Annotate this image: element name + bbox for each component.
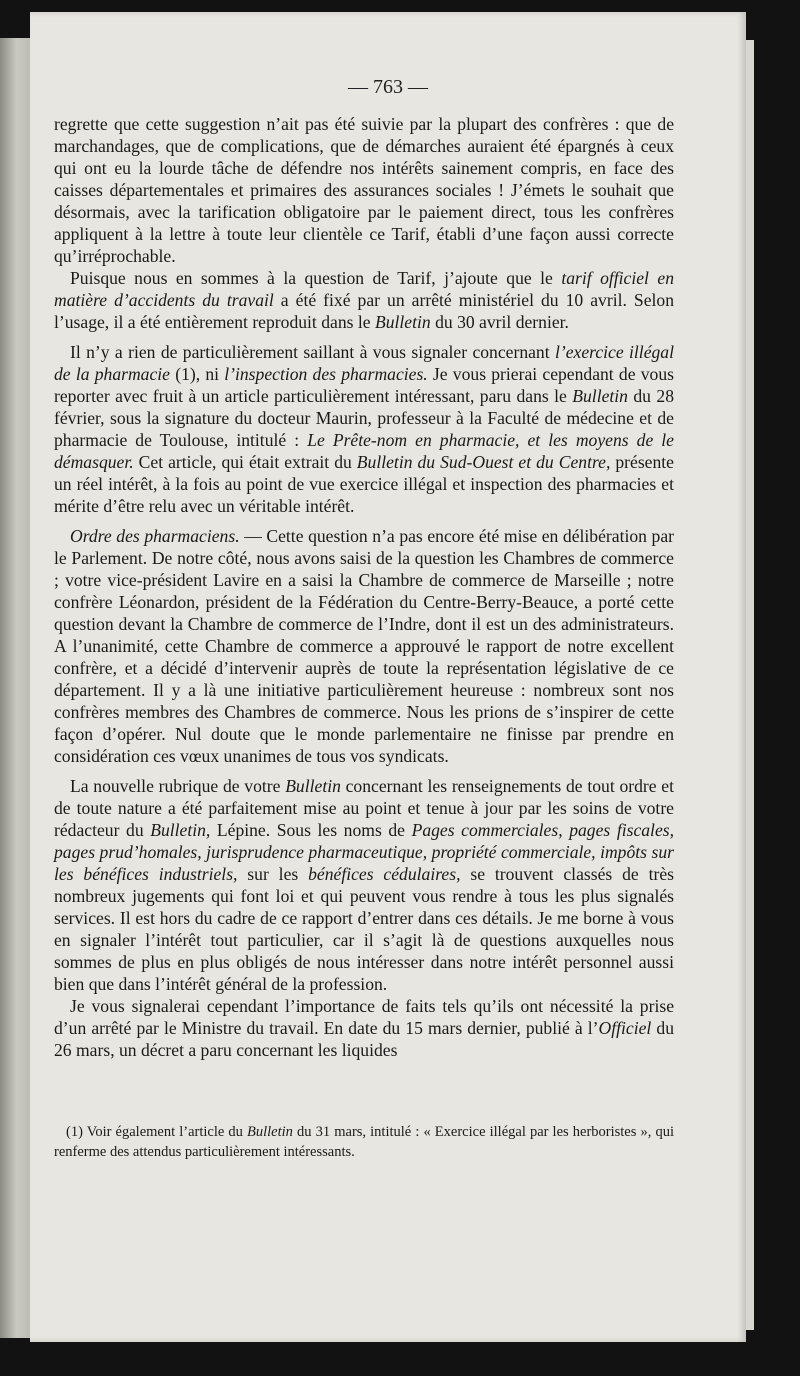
italic-run: Bulletin <box>285 776 341 796</box>
footnotes <box>54 1122 674 1162</box>
text-run: sur les <box>237 864 309 884</box>
text-run: du 30 avril dernier. <box>430 312 569 332</box>
paragraph-nouvelle-rubrique <box>54 775 674 995</box>
italic-run: l’exercice illégal de la pharmacie <box>54 342 674 384</box>
text-run: La nouvelle rubrique de votre <box>70 776 286 796</box>
paragraph-arrete-ministre <box>54 995 674 1061</box>
text-run: Cet article, qui était extrait du <box>133 452 357 472</box>
italic-run: Bulletin <box>374 312 431 332</box>
paragraph-tarif-suggestion: regrette que cette suggestion n’ait pas été suivie par la plupart des confrères : que de marchandages, que de complications, que de démarches auraient été épargnés à ceux qui ont eu la lourde tâche de défendre nos intérêts sainement compris, en face des caisses départementales et primaires des assurances sociales ! J’émets le souhait que désormais, avec la tarification obligatoire par le paiement direct, tous les confrères appliquent à la lettre à toute leur clientèle ce Tarif, établi d’une façon aussi correcte qu’irréprochable. <box>54 114 674 266</box>
text-run: (1) Voir également l’article du <box>66 1124 248 1140</box>
italic-run: Pages commerciales, pages fiscales, pages prud’homales, jurisprudence pharmaceutique, propriété commerciale, impôts sur les bénéfices industriels, <box>54 820 675 884</box>
italic-run: Bulletin <box>572 386 628 406</box>
text-run: Je vous signalerai cependant l’importance de faits tels qu’ils ont nécessité la prise d’un arrêté par le Ministre du travail. En date du 15 mars dernier, publié à l’ <box>54 996 674 1038</box>
italic-run: bénéfices cédulaires, <box>308 864 461 884</box>
text-run: Lépine. Sous les noms de <box>210 820 412 840</box>
italic-run: Bulletin, <box>150 820 211 840</box>
text-run: Puisque nous en sommes à la question de Tarif, j’ajoute que le <box>70 268 562 288</box>
text-run: Il n’y a rien de particulièrement saillant à vous signaler concernant <box>70 342 555 362</box>
text-run: du 31 mars, intitulé : « Exercice illégal par les herboristes », qui renferme des attendus particulièrement intéressants. <box>54 1124 674 1160</box>
italic-run: tarif officiel en matière d’accidents du travail <box>54 268 674 310</box>
text-run: se trouvent classés de très nombreux jugements qui font loi et qui peuvent vous rendre à tous les plus signalés services. Il est hors du cadre de ce rapport d’entrer dans ces détails. Je me borne à vous en signaler l’intérêt tout particulier, car il s’agit là de questions auxquelles nous sommes de plus en plus obligés de nous intéresser dans notre intérêt personnel aussi bien que dans l’intérêt général de la profession. <box>54 864 674 994</box>
paragraph-exercice-illegal <box>54 341 674 517</box>
text-run: présente un réel intérêt, à la fois au point de vue exercice illégal et inspection des pharmacies et mérite d’être relu avec un véritable intérêt. <box>54 452 674 516</box>
page-right-edge <box>746 40 754 1330</box>
paragraph-ordre-pharmaciens <box>54 525 674 767</box>
document-page <box>30 12 746 1342</box>
italic-run: Officiel <box>598 1018 652 1038</box>
text-run: du 26 mars, un décret a paru concernant les liquides <box>54 1018 674 1060</box>
italic-run: Bulletin du Sud-Ouest et du Centre, <box>356 452 611 472</box>
paragraph-accidents-tarif <box>54 267 674 333</box>
italic-run: Bulletin <box>247 1124 293 1140</box>
text-run: concernant les renseignements de tout ordre et de toute nature a été parfaitement mise au point et tenue à jour par les soins de votre rédacteur du <box>54 776 674 840</box>
italic-run: l’inspection des pharmacies. <box>224 364 428 384</box>
text-run: Je vous prierai cependant de vous reporter avec fruit à un article particulièrement intéressant, paru dans le <box>54 364 674 406</box>
italic-run: Le Prête-nom en pharmacie, et les moyens de le démasquer. <box>54 430 674 472</box>
facing-page-edge <box>0 38 32 1338</box>
body-text <box>54 113 674 1061</box>
text-run: a été fixé par un arrêté ministériel du 10 avril. Selon l’usage, il a été entièrement reproduit dans le <box>54 290 674 332</box>
italic-run: Ordre des pharmaciens. <box>70 526 240 546</box>
text-run: (1), ni <box>169 364 225 384</box>
page-number: — 763 — <box>348 76 428 98</box>
text-run: du 28 février, sous la signature du docteur Maurin, professeur à la Faculté de médecine et de pharmacie de Toulouse, intitulé : <box>54 386 674 450</box>
text-run: — Cette question n’a pas encore été mise en délibération par le Parlement. De notre côté, nous avons saisi de la question les Chambres de commerce ; votre vice-président Lavire en a saisi la Chambre de commerce de Marseille ; notre confrère Léonardon, président de la Fédération du Centre-Berry-Beauce, a porté cette question devant la Chambre de commerce de l’Indre, dont il est un des administrateurs. A l’unanimité, cette Chambre de commerce a approuvé le rapport de notre excellent confrère, et a décidé d’intervenir auprès de toute la représentation législative de ce département. Il y a là une initiative particulièrement heureuse : nombreux sont nos confrères membres des Chambres de commerce. Nous les prions de s’inspirer de cette façon d’opérer. Nul doute que le monde parlementaire ne finisse par prendre en considération ces vœux unanimes de tous vos syndicats. <box>54 526 674 766</box>
footnote-1 <box>54 1122 674 1162</box>
